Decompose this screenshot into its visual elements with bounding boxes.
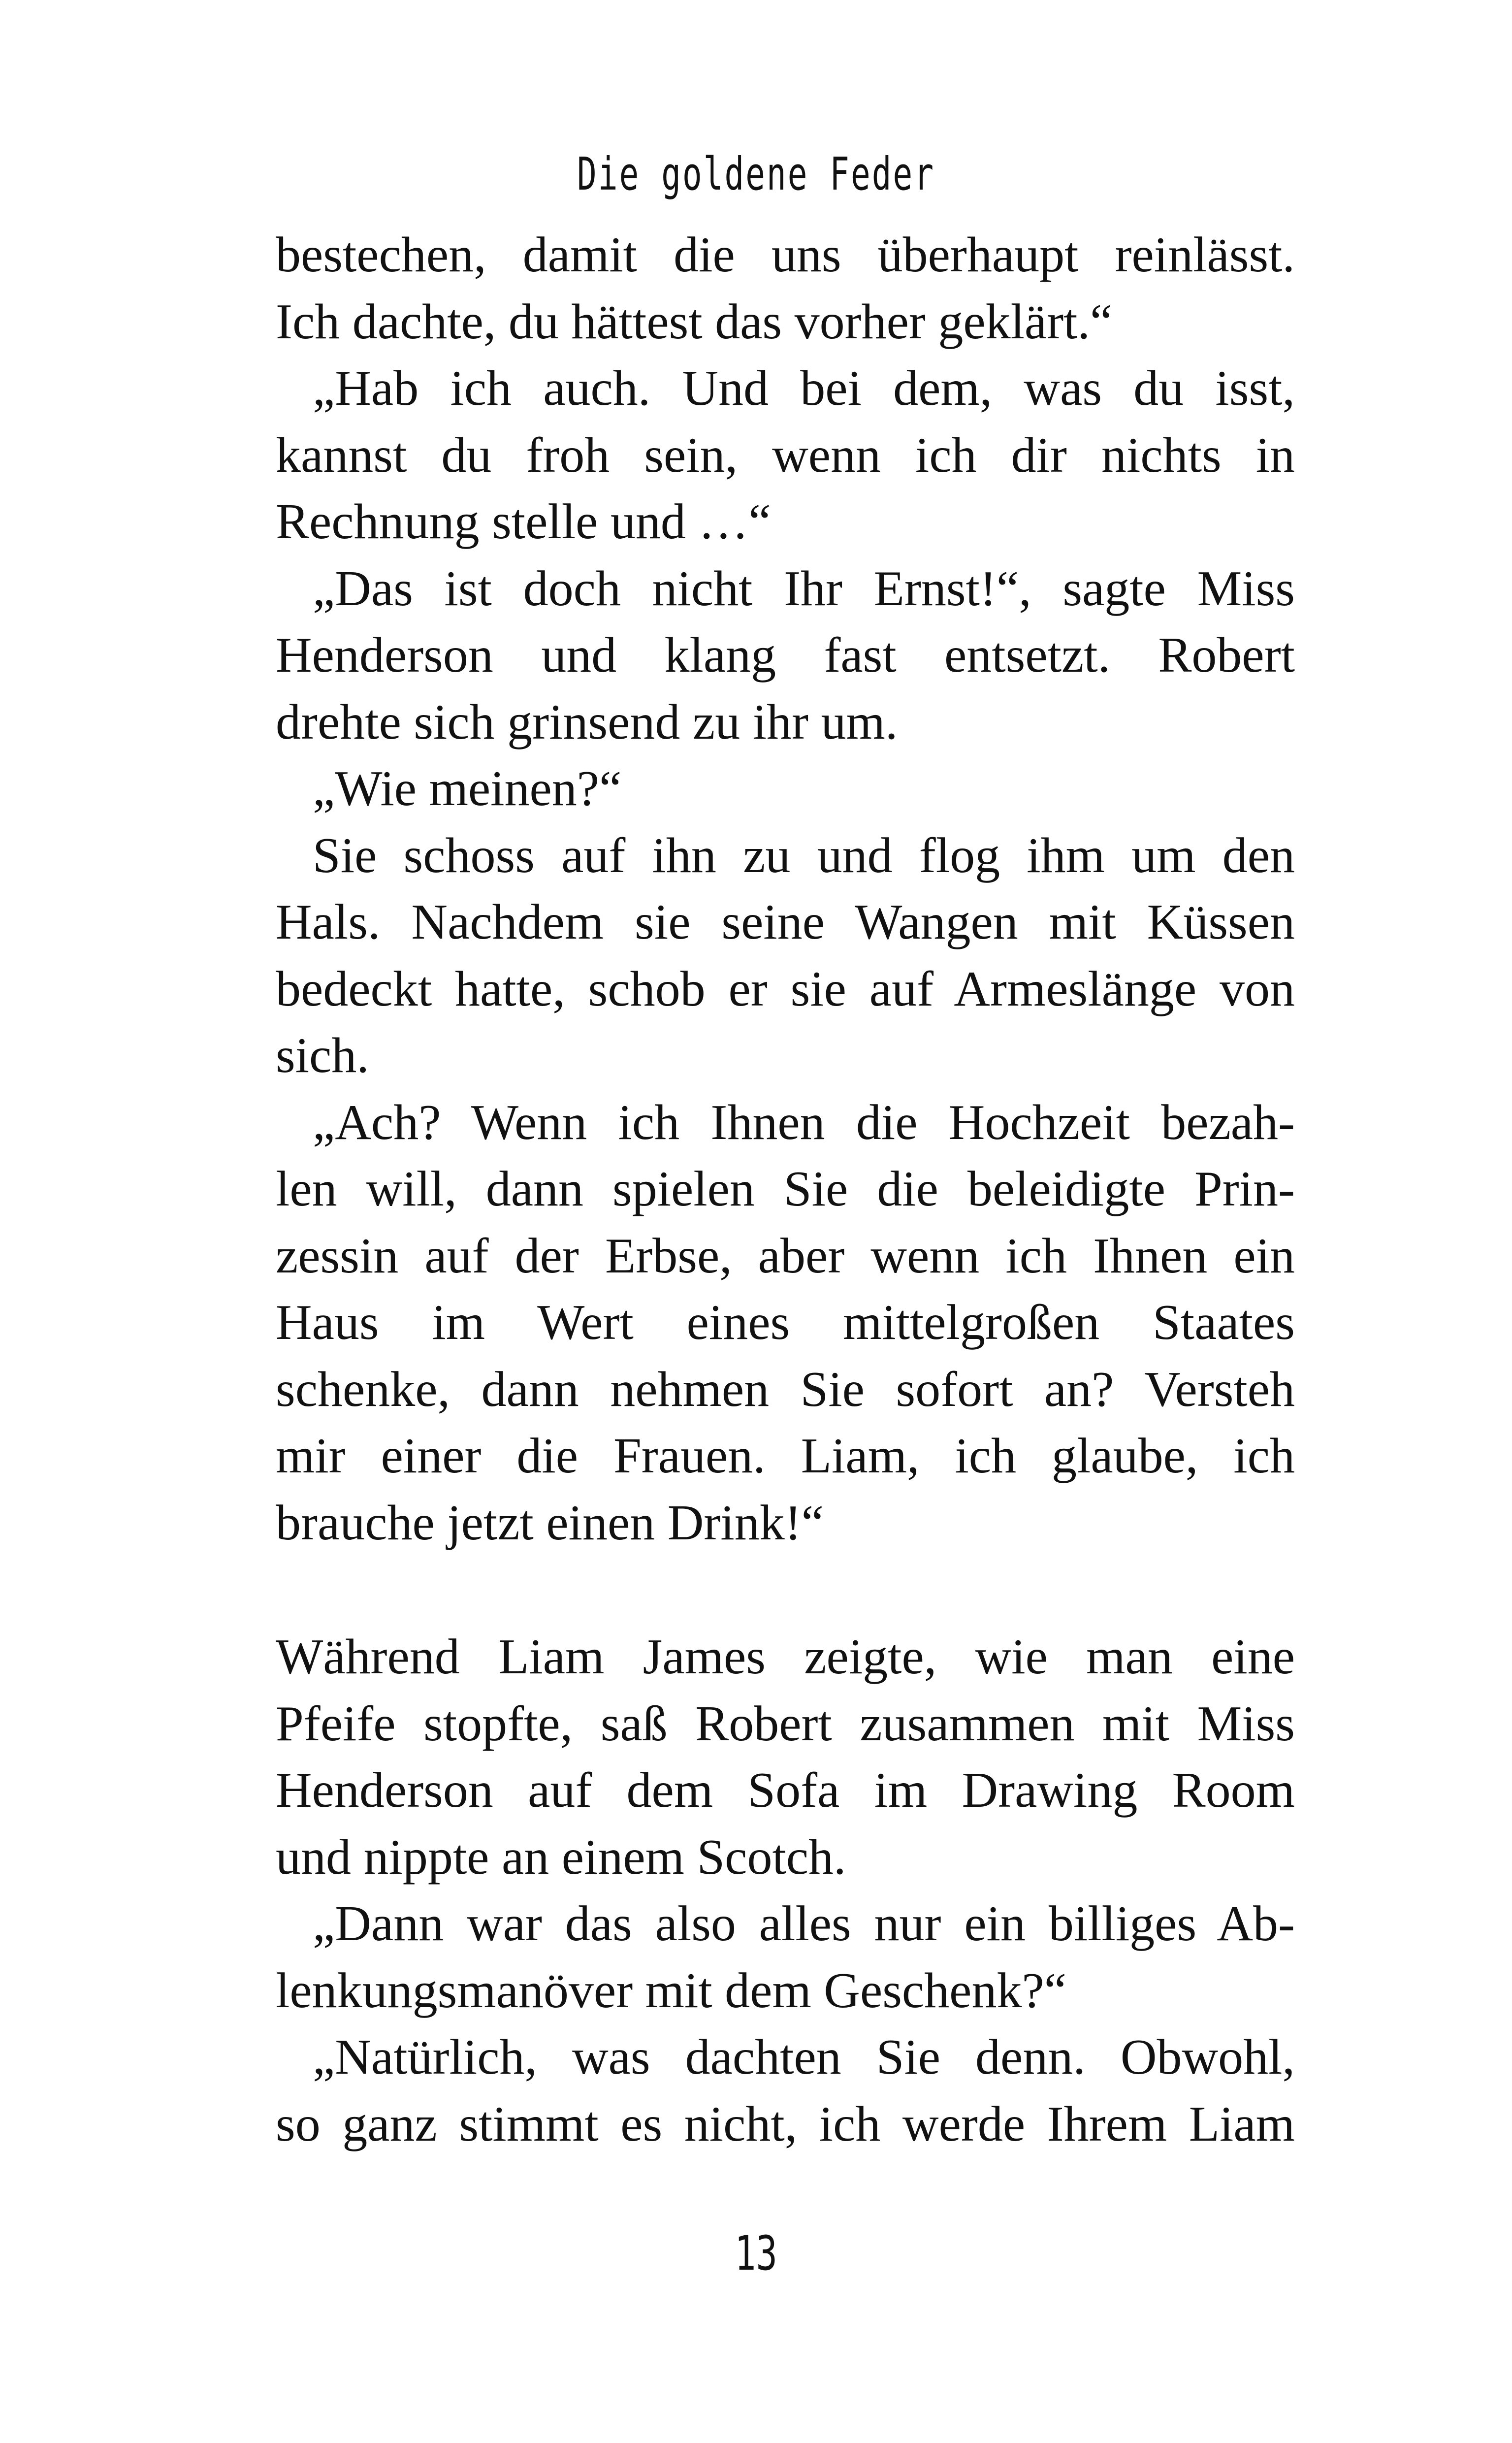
text-line: „Wie meinen?“ [313,761,622,816]
text-line: so ganz stimmt es nicht, ich werde Ihrem Liam [276,2096,1295,2152]
text-line: Haus im Wert eines mittelgroßen Staates [276,1295,1295,1350]
text-line: und nippte an einem Scotch. [276,1829,846,1885]
text-line: bedeckt hatte, schob er sie auf Armeslänge von [276,961,1295,1017]
text-line: Henderson und klang fast entsetzt. Robert [276,627,1295,683]
text-block-1 [276,222,1295,1556]
text-line: Rechnung stelle und …“ [276,494,771,550]
text-line: Ich dachte, du hättest das vorher geklärt.“ [276,293,1113,350]
text-line: „Ach? Wenn ich Ihnen die Hochzeit bezah- [313,1094,1295,1150]
text-line: drehte sich grinsend zu ihr um. [276,694,898,750]
text-line: Henderson auf dem Sofa im Drawing Room [276,1762,1295,1818]
text-line: schenke, dann nehmen Sie sofort an? Versteh [276,1361,1295,1417]
text-line: „Natürlich, was dachten Sie denn. Obwohl, [313,2029,1295,2085]
text-line: len will, dann spielen Sie die beleidigte Prin- [276,1161,1295,1217]
text-line: sich. [276,1028,369,1083]
text-line: Sie schoss auf ihn zu und flog ihm um den [313,827,1295,883]
text-line: Hals. Nachdem sie seine Wangen mit Küssen [276,894,1295,950]
running-head: Die goldene Feder [577,148,935,200]
text-line: „Dann war das also alles nur ein billiges Ab- [313,1896,1295,1952]
text-line: kannst du froh sein, wenn ich dir nichts in [276,427,1295,483]
text-line: Pfeife stopfte, saß Robert zusammen mit Miss [276,1695,1295,1752]
text-line: zessin auf der Erbse, aber wenn ich Ihnen ein [276,1228,1295,1284]
text-line: Während Liam James zeigte, wie man eine [276,1629,1295,1685]
text-line: lenkungsmanöver mit dem Geschenk?“ [276,1962,1067,2019]
text-line: mir einer die Frauen. Liam, ich glaube, ich [276,1428,1295,1484]
page-number: 13 [735,2226,777,2281]
text-line: brauche jetzt einen Drink!“ [276,1495,824,1551]
text-line: „Hab ich auch. Und bei dem, was du isst, [313,360,1295,416]
text-line: „Das ist doch nicht Ihr Ernst!“, sagte Miss [313,560,1295,617]
text-block-2 [276,1624,1295,2157]
text-line: bestechen, damit die uns überhaupt reinlässt. [276,227,1295,283]
